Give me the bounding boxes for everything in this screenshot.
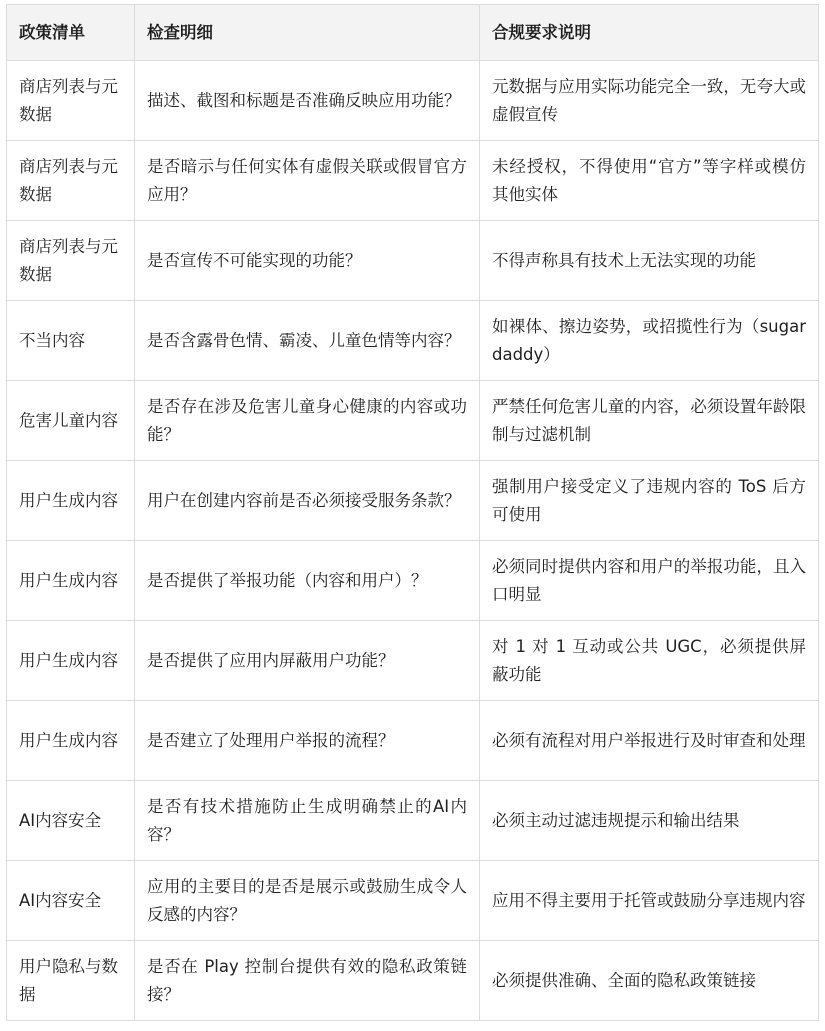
cell-requirement: 严禁任何危害儿童的内容，必须设置年龄限制与过滤机制 [480,381,819,461]
cell-check: 应用的主要目的是否是展示或鼓励生成令人反感的内容？ [135,861,480,941]
cell-requirement: 强制用户接受定义了违规内容的 ToS 后方可使用 [480,461,819,541]
table-row [7,541,819,621]
cell-check: 是否暗示与任何实体有虚假关联或假冒官方应用？ [135,141,480,221]
cell-check: 是否含露骨色情、霸凌、儿童色情等内容？ [135,301,480,381]
table-row [7,221,819,301]
cell-policy: 用户生成内容 [7,621,135,701]
cell-policy: 不当内容 [7,301,135,381]
cell-policy: 用户生成内容 [7,701,135,781]
cell-check: 是否存在涉及危害儿童身心健康的内容或功能？ [135,381,480,461]
cell-requirement: 必须同时提供内容和用户的举报功能，且入口明显 [480,541,819,621]
cell-policy: AI内容安全 [7,781,135,861]
cell-policy: 用户隐私与数据 [7,941,135,1021]
table-row [7,781,819,861]
cell-requirement: 元数据与应用实际功能完全一致，无夸大或虚假宣传 [480,61,819,141]
cell-check: 是否提供了举报功能（内容和用户）？ [135,541,480,621]
header-requirement: 合规要求说明 [480,5,819,61]
cell-check: 是否宣传不可能实现的功能？ [135,221,480,301]
table-row [7,141,819,221]
table-row [7,61,819,141]
cell-check: 描述、截图和标题是否准确反映应用功能？ [135,61,480,141]
cell-requirement: 应用不得主要用于托管或鼓励分享违规内容 [480,861,819,941]
cell-requirement: 如裸体、擦边姿势，或招揽性行为（sugar daddy） [480,301,819,381]
cell-check: 是否提供了应用内屏蔽用户功能？ [135,621,480,701]
cell-policy: 用户生成内容 [7,541,135,621]
cell-requirement: 未经授权，不得使用“官方”等字样或模仿其他实体 [480,141,819,221]
cell-check: 是否在 Play 控制台提供有效的隐私政策链接？ [135,941,480,1021]
cell-requirement: 必须主动过滤违规提示和输出结果 [480,781,819,861]
header-policy: 政策清单 [7,5,135,61]
cell-check: 是否建立了处理用户举报的流程？ [135,701,480,781]
cell-policy: 商店列表与元数据 [7,61,135,141]
header-check: 检查明细 [135,5,480,61]
cell-policy: 用户生成内容 [7,461,135,541]
table-row [7,941,819,1021]
cell-requirement: 不得声称具有技术上无法实现的功能 [480,221,819,301]
cell-policy: AI内容安全 [7,861,135,941]
table-row [7,461,819,541]
cell-policy: 危害儿童内容 [7,381,135,461]
table-header-row [7,5,819,61]
cell-requirement: 必须提供准确、全面的隐私政策链接 [480,941,819,1021]
cell-requirement: 必须有流程对用户举报进行及时审查和处理 [480,701,819,781]
cell-requirement: 对 1 对 1 互动或公共 UGC，必须提供屏蔽功能 [480,621,819,701]
policy-checklist [6,4,818,1021]
cell-policy: 商店列表与元数据 [7,221,135,301]
cell-policy: 商店列表与元数据 [7,141,135,221]
cell-check: 用户在创建内容前是否必须接受服务条款？ [135,461,480,541]
table-row [7,381,819,461]
cell-check: 是否有技术措施防止生成明确禁止的AI内容？ [135,781,480,861]
table-row [7,621,819,701]
policy-table [6,4,819,1021]
table-row [7,301,819,381]
table-row [7,701,819,781]
table-row [7,861,819,941]
